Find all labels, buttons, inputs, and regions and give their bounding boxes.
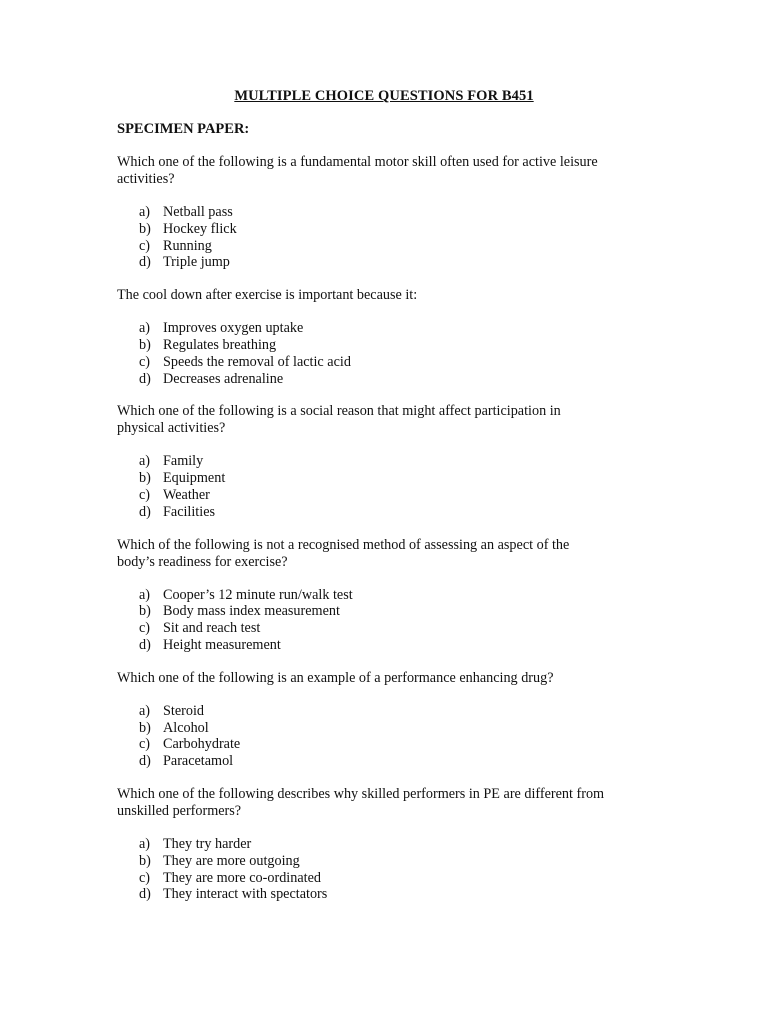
option-letter: d) (139, 254, 151, 271)
answer-options (117, 703, 657, 770)
option-letter: b) (139, 719, 151, 736)
option-letter: b) (139, 603, 151, 620)
option-letter: b) (139, 470, 151, 487)
option-text: They are more co-ordinated (163, 869, 321, 886)
answer-option (117, 221, 657, 238)
option-letter: d) (139, 503, 151, 520)
answer-option (117, 853, 657, 870)
option-letter: a) (139, 320, 151, 337)
option-letter: a) (139, 835, 151, 852)
option-text: They try harder (163, 835, 252, 852)
option-letter: c) (139, 353, 151, 370)
option-letter: c) (139, 869, 151, 886)
answer-option (117, 320, 657, 337)
option-letter: d) (139, 370, 151, 387)
option-text: Speeds the removal of lactic acid (163, 353, 351, 370)
option-letter: b) (139, 220, 151, 237)
answer-option (117, 470, 657, 487)
option-text: Running (163, 237, 212, 254)
option-text: Netball pass (163, 204, 233, 220)
option-text: Regulates breathing (163, 336, 277, 353)
option-text: Body mass index measurement (163, 603, 340, 620)
option-text: Improves oxygen uptake (163, 320, 304, 337)
document-subtitle: SPECIMEN PAPER: (117, 121, 250, 137)
option-text: Cooper’s 12 minute run/walk test (163, 586, 353, 603)
question-stem-line: activities? (117, 171, 175, 187)
question-stem (117, 670, 657, 687)
answer-option (117, 620, 657, 637)
answer-option (117, 753, 657, 770)
answer-option (117, 504, 657, 521)
question-stem (117, 786, 657, 820)
answer-option (117, 637, 657, 654)
option-text: They are more outgoing (163, 852, 300, 869)
option-text: Steroid (163, 702, 204, 719)
question-stem-line: Which one of the following is a social reason that might affect participation in (117, 403, 561, 420)
question-stem-line: unskilled performers? (117, 802, 242, 819)
document-title: MULTIPLE CHOICE QUESTIONS FOR B451 (234, 88, 534, 104)
option-letter: a) (139, 453, 151, 470)
option-letter: c) (139, 736, 151, 753)
option-text: Alcohol (163, 719, 209, 736)
option-text: Equipment (163, 470, 226, 487)
question-1 (117, 154, 657, 271)
option-text: Paracetamol (163, 753, 234, 770)
question-stem (117, 403, 657, 437)
question-stem-line: physical activities? (117, 420, 226, 437)
answer-option (117, 836, 657, 853)
option-letter: a) (139, 702, 151, 719)
option-letter: b) (139, 852, 151, 869)
option-letter: a) (139, 204, 151, 220)
question-stem-line: body’s readiness for exercise? (117, 553, 288, 570)
question-list (117, 154, 657, 919)
option-letter: a) (139, 586, 151, 603)
answer-option (117, 337, 657, 354)
answer-option (117, 453, 657, 470)
answer-option (117, 886, 657, 903)
question-stem-line: Which one of the following is an example of a performance enhancing drug? (117, 669, 554, 686)
answer-option (117, 587, 657, 604)
answer-options (117, 204, 657, 271)
question-stem-line: The cool down after exercise is important because it: (117, 287, 418, 304)
question-2 (117, 287, 657, 387)
option-letter: d) (139, 753, 151, 770)
question-6 (117, 786, 657, 903)
question-stem (117, 154, 657, 188)
answer-options (117, 587, 657, 654)
answer-option (117, 703, 657, 720)
question-4 (117, 537, 657, 654)
answer-option (117, 204, 657, 221)
question-stem-line: Which of the following is not a recognised method of assessing an aspect of the (117, 536, 570, 553)
answer-option (117, 603, 657, 620)
option-text: Carbohydrate (163, 736, 241, 753)
question-stem (117, 287, 657, 304)
option-letter: c) (139, 486, 151, 503)
answer-option (117, 487, 657, 504)
answer-option (117, 354, 657, 371)
option-text: They interact with spectators (163, 886, 328, 903)
answer-option (117, 720, 657, 737)
answer-options (117, 320, 657, 387)
option-letter: b) (139, 336, 151, 353)
option-text: Family (163, 453, 204, 470)
question-5 (117, 670, 657, 770)
answer-option (117, 238, 657, 255)
question-3 (117, 403, 657, 520)
option-text: Triple jump (163, 254, 230, 271)
answer-options (117, 453, 657, 520)
option-letter: d) (139, 886, 151, 903)
answer-option (117, 254, 657, 271)
answer-option (117, 870, 657, 887)
option-text: Decreases adrenaline (163, 370, 284, 387)
answer-option (117, 736, 657, 753)
option-text: Weather (163, 486, 210, 503)
option-letter: c) (139, 620, 151, 637)
question-stem (117, 537, 657, 571)
option-text: Height measurement (163, 636, 281, 653)
answer-option (117, 371, 657, 388)
option-text: Hockey flick (163, 220, 237, 237)
option-letter: d) (139, 636, 151, 653)
answer-options (117, 836, 657, 903)
option-letter: c) (139, 237, 151, 254)
question-stem-line: Which one of the following is a fundamental motor skill often used for active leisure (117, 154, 598, 170)
option-text: Facilities (163, 503, 216, 520)
question-stem-line: Which one of the following describes why skilled performers in PE are different from (117, 785, 605, 802)
option-text: Sit and reach test (163, 620, 261, 637)
